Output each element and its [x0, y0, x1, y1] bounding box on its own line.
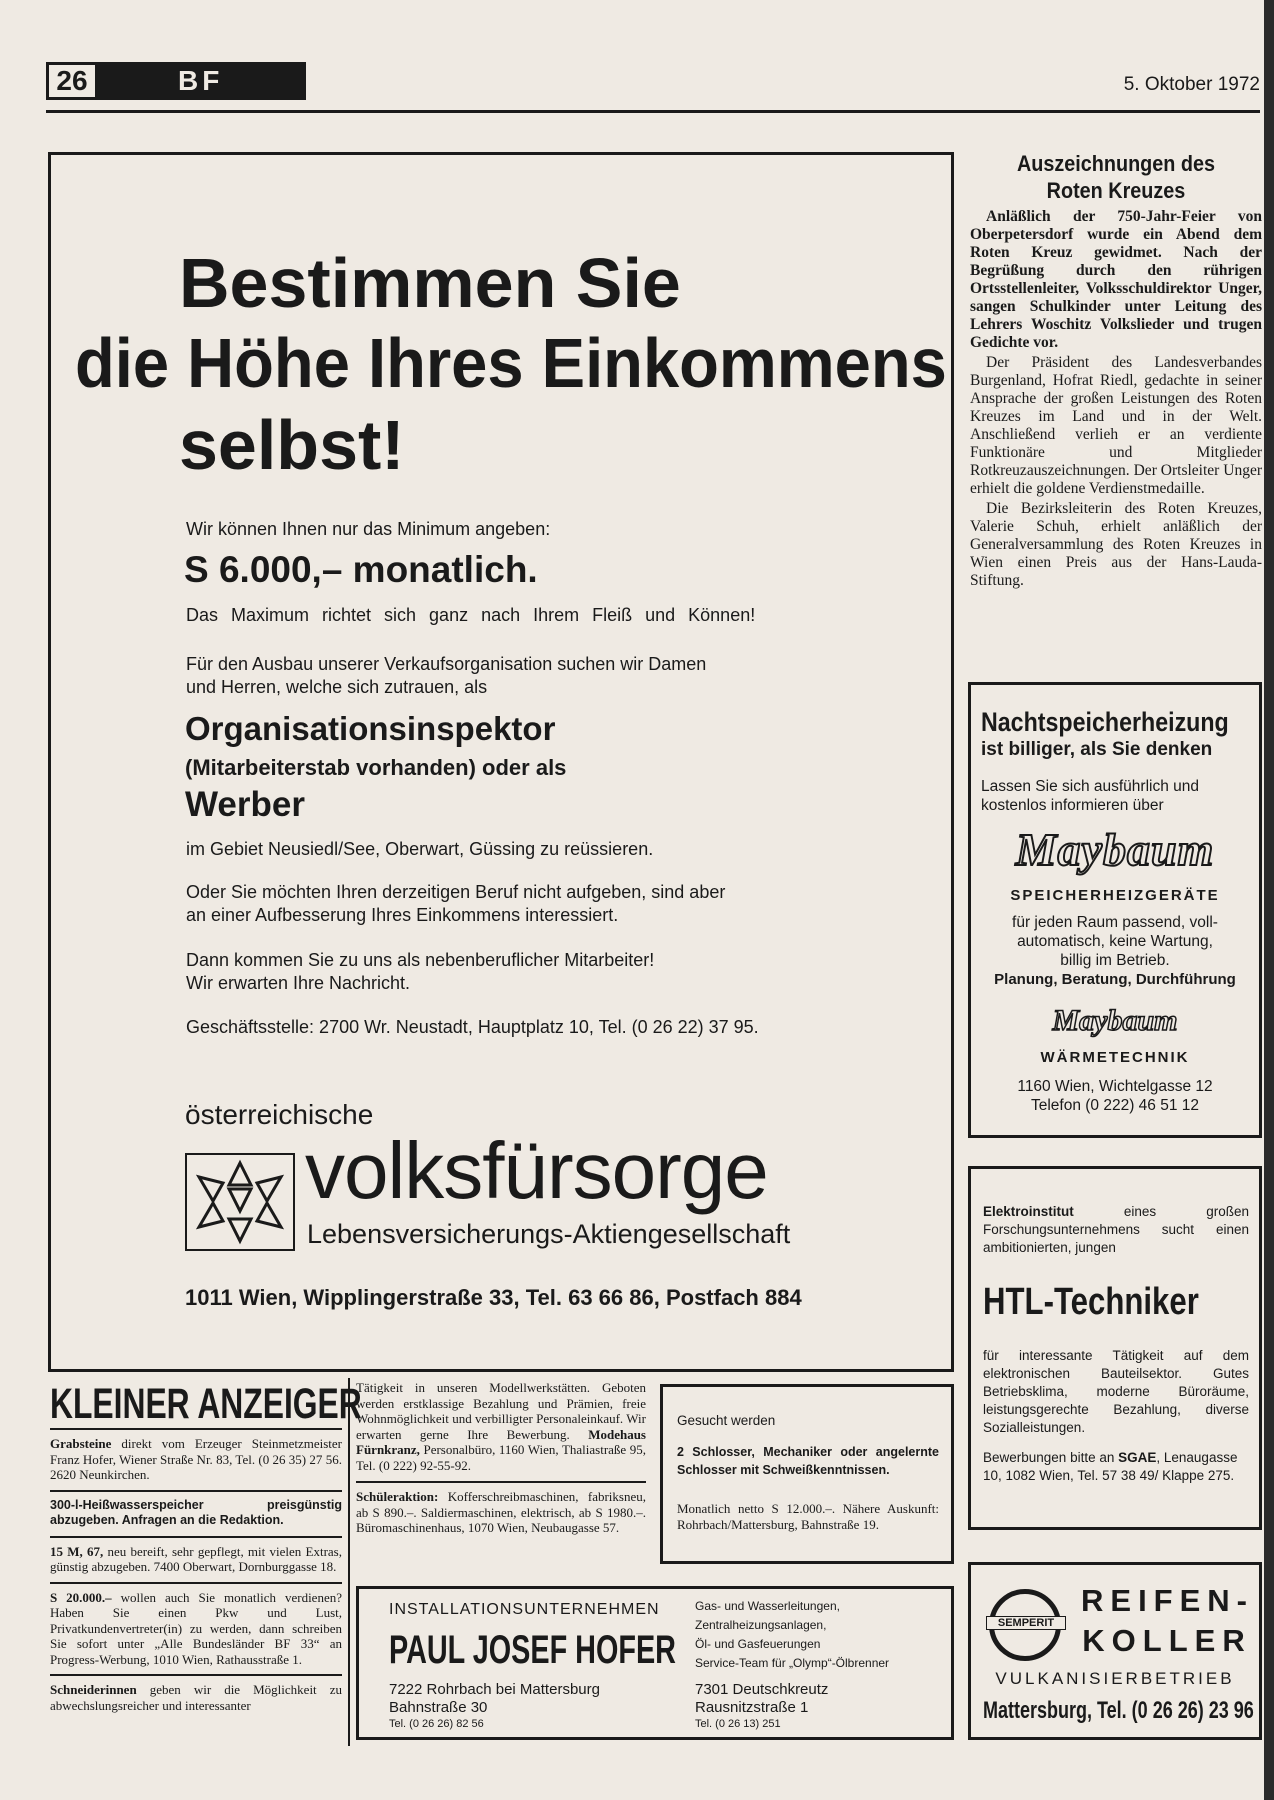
search-text: Für den Ausbau unserer Verkaufsorganisation suchen wir Damen und Herren, welche sich zutrauen, als [186, 654, 707, 697]
reifen-koller-ad [968, 1562, 1262, 1740]
brand-name: volksfürsorge [305, 1126, 768, 1215]
volksfuersorge-ad [48, 152, 954, 1372]
head-office-address: 1011 Wien, Wipplingerstraße 33, Tel. 63 66 86, Postfach 884 [185, 1285, 802, 1310]
maybaum-title: Nachtspeicherheizung [981, 707, 1229, 737]
headline-line-2: die Höhe Ihres Einkommens [75, 324, 947, 402]
page-edge [1264, 0, 1274, 1800]
schlosser-text: Monatlich netto S 12.000.–. Nähere Auskunft: Rohrbach/Mattersburg, Bahnstraße 19. [677, 1501, 939, 1532]
htl-intro: Elektroinstitut eines großen Forschungsunternehmens sucht einen ambitionierten, jungen [983, 1204, 1249, 1255]
headline-line-1: Bestimmen Sie [179, 244, 681, 322]
schlosser-bold: 2 Schlosser, Mechaniker oder angelernte Schlosser mit Schweißkenntnissen. [677, 1445, 939, 1477]
classified-15m: 15 M, 67, neu bereift, sehr gepflegt, mit vielen Extras, günstig abzugeben. 7400 Oberwart, Dornburggasse 18. [50, 1543, 342, 1574]
article-paragraph-2: Der Präsident des Landesverbandes Burgenland, Hofrat Riedl, gedachte in seiner Ansprache der großen Leistungen des Roten Kreuzes im Land und in der Welt. Anschließend verlieh er an verdiente Funktionäre und Mitglieder Rotkreuzauszeichnungen. Der Ortsleiter Unger erhielt die goldene Verdienstmedaille. [970, 354, 1262, 497]
koller-contact: Mattersburg, Tel. (0 26 26) 23 96 [983, 1697, 1254, 1724]
invitation-text: Dann kommen Sie zu uns als nebenberuflicher Mitarbeiter! Wir erwarten Ihre Nachricht. [186, 950, 655, 993]
page-number: 26 [46, 62, 98, 100]
minimum-amount: S 6.000,– monatlich. [184, 549, 538, 590]
position-werber: Werber [185, 785, 305, 824]
hofer-services: Gas- und Wasserleitungen, Zentralheizungsanlagen, Öl- und Gasfeuerungen Service-Team für „Olymp“-Ölbrenner [695, 1599, 890, 1670]
red-cross-article [970, 150, 1262, 590]
classified-schneiderinnen: Schneiderinnen geben wir die Möglichkeit zu abwechslungsreicher und interessanter [50, 1682, 342, 1713]
classified-schueleraktion: Schüleraktion: Kofferschreibmaschinen, fabriksneu, ab S 890.–. Saldiermaschinen, elektrisch, ab S 1980.–. Büromaschinenhaus, 1070 Wien, Neubaugasse 57. [356, 1489, 646, 1535]
htl-techniker-ad [968, 1166, 1262, 1530]
issue-date: 5. Oktober 1972 [1123, 74, 1260, 95]
region-text: im Gebiet Neusiedl/See, Oberwart, Güssing zu reüssieren. [186, 839, 654, 859]
classifieds-title: KLEINER ANZEIGER [50, 1380, 362, 1428]
hofer-name: PAUL JOSEF HOFER [389, 1628, 676, 1672]
hofer-address-1: 7222 Rohrbach bei Mattersburg Bahnstraße 30 Tel. (0 26 26) 82 56 [389, 1681, 600, 1730]
minimum-intro: Wir können Ihnen nur das Minimum angeben: [186, 519, 551, 539]
maybaum-subtitle: ist billiger, als Sie denken [981, 739, 1213, 760]
maybaum-product: SPEICHERHEIZGERÄTE [1010, 887, 1220, 904]
position-organisationsinspektor: Organisationsinspektor [185, 710, 556, 747]
brand-prefix: österreichische [185, 1099, 374, 1130]
headline-line-3: selbst! [179, 406, 405, 484]
page-header [46, 62, 1260, 112]
koller-name: REIFEN- KOLLER [1081, 1583, 1254, 1658]
semperit-logo-text: SEMPERIT [986, 1616, 1066, 1630]
office-address: Geschäftsstelle: 2700 Wr. Neustadt, Hauptplatz 10, Tel. (0 26 22) 37 95. [186, 1017, 759, 1037]
maybaum-logo-2: Maybaum [1052, 1004, 1178, 1037]
classified-grabsteine: Grabsteine direkt vom Erzeuger Steinmetzmeister Franz Hofer, Wiener Straße Nr. 83, Tel. (0 26 35) 27 56. 2620 Neunkirchen. [50, 1436, 342, 1482]
maybaum-services: Planung, Beratung, Durchführung [994, 971, 1236, 988]
brand-logo [185, 1153, 295, 1251]
maybaum-logo: Maybaum [1015, 824, 1215, 875]
hofer-head: INSTALLATIONSUNTERNEHMEN [389, 1601, 660, 1618]
htl-description: für interessante Tätigkeit auf dem elektronischen Bauteilsektor. Gutes Betriebsklima, moderne Büroräume, leistungsgerechte Bezahlung, diverse Sozialleistungen. [983, 1348, 1249, 1435]
maybaum-product-2: WÄRMETECHNIK [1040, 1049, 1190, 1066]
semperit-logo [989, 1589, 1061, 1661]
hofer-address-2: 7301 Deutschkreutz Rausnitzstraße 1 Tel. (0 26 13) 251 [695, 1681, 829, 1730]
hofer-ad [356, 1586, 954, 1740]
paper-name: BF [98, 62, 306, 100]
maximum-note: Das Maximum richtet sich ganz nach Ihrem Fleiß und Können! [186, 605, 756, 625]
maybaum-ad [968, 682, 1262, 1138]
maybaum-features: für jeden Raum passend, voll- automatisch, keine Wartung, billig im Betrieb. [1012, 914, 1218, 969]
maybaum-intro: Lassen Sie sich ausführlich und kostenlos informieren über [981, 778, 1199, 814]
classified-s20000: S 20.000.– wollen auch Sie monatlich verdienen? Haben Sie einen Pkw und Lust, Privatkundenvertreter(in) zu werden, dann schreiben Sie sofort unter „Alle Bundesländer BF 33“ an Progress-Werbung, 1010 Wien, Rathausstraße 1. [50, 1589, 342, 1667]
position-note: (Mitarbeiterstab vorhanden) oder als [185, 755, 567, 780]
article-paragraph-3: Die Bezirksleiterin des Roten Kreuzes, Valerie Schuh, erhielt anläßlich der Generalversammlung des Roten Kreuzes in Wien einen Preis aus der Hans-Lauda-Stiftung. [970, 500, 1262, 589]
schlosser-ad [660, 1384, 954, 1564]
brand-subtitle: Lebensversicherungs-Aktiengesellschaft [307, 1219, 791, 1249]
koller-service: VULKANISIERBETRIEB [995, 1669, 1235, 1688]
classified-heisswasserspeicher: 300-l-Heißwasserspeicher preisgünstig abzugeben. Anfragen an die Redaktion. [50, 1497, 342, 1527]
htl-title: HTL-Techniker [983, 1281, 1199, 1323]
htl-application: Bewerbungen bitte an SGAE, Lenaugasse 10, 1082 Wien, Tel. 57 38 49/ Klappe 275. [983, 1450, 1238, 1483]
classified-fuernkranz: Tätigkeit in unseren Modellwerkstätten. Geboten werden erstklassige Bezahlung und Prämien, freie Wohnmöglichkeit und verbilligter Personaleinkauf. Wir erwarten gerne Ihre Bewerbung. Modehaus Fürnkranz, Personalbüro, 1160 Wien, Thaliastraße 95, Tel. (0 222) 92-55-92. [356, 1380, 646, 1473]
classifieds-col-1 [50, 1436, 342, 1713]
schlosser-head: Gesucht werden [677, 1413, 776, 1428]
maybaum-contact: 1160 Wien, Wichtelgasse 12 Telefon (0 222) 46 51 12 [1017, 1078, 1213, 1114]
article-title: Auszeichnungen des Roten Kreuzes [1016, 151, 1216, 203]
article-paragraph-1: Anläßlich der 750-Jahr-Feier von Oberpetersdorf wurde ein Abend dem Roten Kreuz gewidmet. Nach der Begrüßung durch den rührigen Ortsstellenleiter, Volksschuldirektor Unger, sangen Schulkinder unter Leitung des Lehrers Woschitz Volkslieder und trugen Gedichte vor. [970, 208, 1262, 351]
classifieds-col-2 [356, 1380, 646, 1536]
alternative-text: Oder Sie möchten Ihren derzeitigen Beruf nicht aufgeben, sind aber an einer Aufbesserung Ihres Einkommens interessiert. [186, 882, 726, 925]
